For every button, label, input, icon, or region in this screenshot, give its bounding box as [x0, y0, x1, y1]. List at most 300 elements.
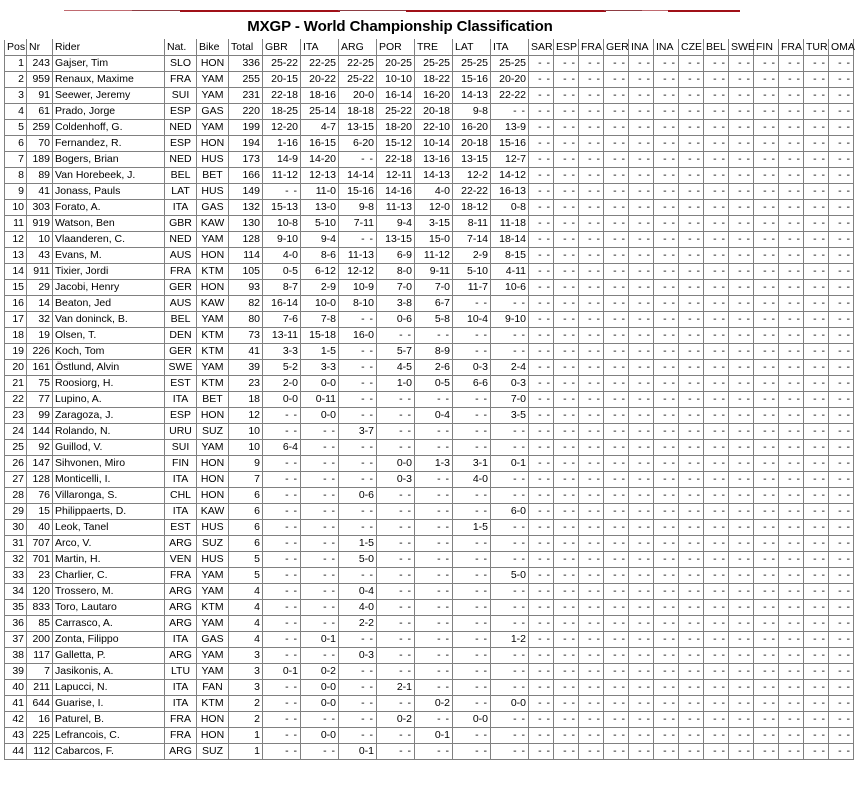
row-round-score [301, 584, 339, 600]
empty-score-dash: - - [788, 537, 801, 550]
row-bike: KTM [197, 344, 229, 360]
empty-score-dash: - - [738, 265, 751, 278]
row-round-score [579, 200, 604, 216]
row-round-score [579, 648, 604, 664]
row-round-score: 9-8 [339, 200, 377, 216]
empty-score-dash: - - [563, 441, 576, 454]
row-round-score [453, 440, 491, 456]
empty-score-dash: - - [513, 665, 526, 678]
row-round-score [729, 552, 754, 568]
row-round-score [779, 552, 804, 568]
row-round-score [529, 552, 554, 568]
row-round-score [529, 376, 554, 392]
empty-score-dash: - - [713, 585, 726, 598]
row-round-score [629, 184, 654, 200]
empty-score-dash: - - [688, 713, 701, 726]
row-round-score [804, 248, 829, 264]
empty-score-dash: - - [688, 233, 701, 246]
row-round-score [754, 456, 779, 472]
row-bike: SUZ [197, 424, 229, 440]
row-round-score [704, 88, 729, 104]
row-round-score: 13-15 [377, 232, 415, 248]
row-round-score [779, 728, 804, 744]
row-round-score [754, 56, 779, 72]
row-round-score [729, 152, 754, 168]
empty-score-dash: - - [813, 697, 826, 710]
empty-score-dash: - - [475, 441, 488, 454]
empty-score-dash: - - [538, 265, 551, 278]
row-round-score [804, 600, 829, 616]
row-rider-name: Jasikonis, A. [53, 664, 165, 680]
empty-score-dash: - - [663, 489, 676, 502]
row-round-score: 11-12 [263, 168, 301, 184]
row-round-score [654, 56, 679, 72]
row-round-score: 16-14 [263, 296, 301, 312]
empty-score-dash: - - [688, 57, 701, 70]
empty-score-dash: - - [399, 745, 412, 758]
row-round-score [729, 568, 754, 584]
empty-score-dash: - - [838, 201, 851, 214]
row-position: 30 [5, 520, 27, 536]
row-round-score [629, 168, 654, 184]
empty-score-dash: - - [361, 681, 374, 694]
row-round-score [829, 456, 854, 472]
row-round-score [629, 72, 654, 88]
row-round-score [554, 216, 579, 232]
empty-score-dash: - - [513, 585, 526, 598]
row-bike: GAS [197, 200, 229, 216]
empty-score-dash: - - [361, 473, 374, 486]
empty-score-dash: - - [763, 537, 776, 550]
row-round-score [804, 568, 829, 584]
row-round-score [529, 680, 554, 696]
row-round-score [779, 88, 804, 104]
row-round-score [554, 584, 579, 600]
empty-score-dash: - - [663, 441, 676, 454]
empty-score-dash: - - [788, 441, 801, 454]
row-bike: KAW [197, 216, 229, 232]
row-number: 76 [27, 488, 53, 504]
row-round-score [629, 632, 654, 648]
row-round-score [491, 600, 529, 616]
row-round-score [679, 104, 704, 120]
row-round-score [339, 664, 377, 680]
row-nationality: ITA [165, 200, 197, 216]
empty-score-dash: - - [688, 121, 701, 134]
row-round-score [263, 632, 301, 648]
row-position: 22 [5, 392, 27, 408]
row-round-score [554, 440, 579, 456]
empty-score-dash: - - [763, 137, 776, 150]
empty-score-dash: - - [788, 185, 801, 198]
empty-score-dash: - - [399, 665, 412, 678]
empty-score-dash: - - [613, 537, 626, 550]
row-round-score [339, 376, 377, 392]
empty-score-dash: - - [763, 249, 776, 262]
row-round-score: 6-7 [415, 296, 453, 312]
empty-score-dash: - - [613, 329, 626, 342]
row-round-score: 22-10 [415, 120, 453, 136]
empty-score-dash: - - [663, 169, 676, 182]
column-header-round-12: INA [629, 40, 654, 56]
empty-score-dash: - - [563, 377, 576, 390]
row-round-score [554, 328, 579, 344]
row-number: 303 [27, 200, 53, 216]
empty-score-dash: - - [788, 73, 801, 86]
empty-score-dash: - - [788, 233, 801, 246]
row-round-score [554, 600, 579, 616]
empty-score-dash: - - [613, 377, 626, 390]
row-round-score [629, 88, 654, 104]
row-round-score [453, 344, 491, 360]
row-round-score [263, 584, 301, 600]
empty-score-dash: - - [613, 137, 626, 150]
empty-score-dash: - - [788, 713, 801, 726]
row-round-score: 0-0 [301, 408, 339, 424]
row-round-score: 20-15 [263, 72, 301, 88]
empty-score-dash: - - [613, 185, 626, 198]
row-round-score: 18-12 [453, 200, 491, 216]
row-round-score: 14-16 [377, 184, 415, 200]
row-round-score: 12-11 [377, 168, 415, 184]
row-round-score [704, 168, 729, 184]
empty-score-dash: - - [788, 169, 801, 182]
empty-score-dash: - - [713, 473, 726, 486]
row-round-score [579, 104, 604, 120]
row-round-score [704, 184, 729, 200]
empty-score-dash: - - [323, 649, 336, 662]
empty-score-dash: - - [813, 345, 826, 358]
row-position: 13 [5, 248, 27, 264]
empty-score-dash: - - [563, 457, 576, 470]
row-round-score: 8-0 [377, 264, 415, 280]
row-round-score [754, 136, 779, 152]
row-round-score [829, 744, 854, 760]
row-round-score [415, 568, 453, 584]
empty-score-dash: - - [323, 473, 336, 486]
row-round-score [263, 520, 301, 536]
row-round-score [604, 696, 629, 712]
empty-score-dash: - - [513, 601, 526, 614]
empty-score-dash: - - [838, 73, 851, 86]
row-round-score [779, 440, 804, 456]
row-rider-name: Jonass, Pauls [53, 184, 165, 200]
row-round-score [629, 216, 654, 232]
empty-score-dash: - - [763, 505, 776, 518]
row-round-score [377, 424, 415, 440]
row-round-score [679, 120, 704, 136]
row-round-score [377, 584, 415, 600]
empty-score-dash: - - [713, 601, 726, 614]
row-position: 7 [5, 152, 27, 168]
row-round-score: 2-9 [453, 248, 491, 264]
row-round-score [804, 584, 829, 600]
row-round-score [579, 664, 604, 680]
row-round-score: 6-4 [263, 440, 301, 456]
empty-score-dash: - - [713, 313, 726, 326]
empty-score-dash: - - [588, 281, 601, 294]
empty-score-dash: - - [688, 201, 701, 214]
empty-score-dash: - - [538, 745, 551, 758]
row-round-score: 3-3 [263, 344, 301, 360]
empty-score-dash: - - [513, 489, 526, 502]
row-round-score [704, 280, 729, 296]
row-round-score [554, 312, 579, 328]
empty-score-dash: - - [563, 617, 576, 630]
row-round-score [704, 296, 729, 312]
empty-score-dash: - - [713, 57, 726, 70]
empty-score-dash: - - [538, 425, 551, 438]
row-round-score [415, 664, 453, 680]
empty-score-dash: - - [738, 697, 751, 710]
empty-score-dash: - - [688, 585, 701, 598]
row-round-score: 13-15 [453, 152, 491, 168]
empty-score-dash: - - [838, 153, 851, 166]
empty-score-dash: - - [361, 665, 374, 678]
row-round-score: 7-0 [377, 280, 415, 296]
empty-score-dash: - - [838, 617, 851, 630]
empty-score-dash: - - [688, 633, 701, 646]
empty-score-dash: - - [813, 489, 826, 502]
empty-score-dash: - - [713, 377, 726, 390]
row-round-score [629, 520, 654, 536]
table-body [5, 56, 854, 760]
table-row [5, 536, 854, 552]
row-round-score [301, 744, 339, 760]
empty-score-dash: - - [563, 217, 576, 230]
row-round-score [679, 360, 704, 376]
row-round-score: 5-2 [263, 360, 301, 376]
row-round-score: 8-10 [339, 296, 377, 312]
empty-score-dash: - - [475, 297, 488, 310]
row-round-score [629, 600, 654, 616]
empty-score-dash: - - [285, 729, 298, 742]
empty-score-dash: - - [588, 121, 601, 134]
empty-score-dash: - - [813, 57, 826, 70]
row-rider-name: Gajser, Tim [53, 56, 165, 72]
empty-score-dash: - - [688, 249, 701, 262]
row-round-score [704, 712, 729, 728]
row-nationality: SWE [165, 360, 197, 376]
empty-score-dash: - - [838, 521, 851, 534]
row-rider-name: Arco, V. [53, 536, 165, 552]
row-round-score [729, 584, 754, 600]
row-number: 91 [27, 88, 53, 104]
row-round-score [829, 328, 854, 344]
row-round-score [829, 168, 854, 184]
row-round-score [729, 88, 754, 104]
empty-score-dash: - - [538, 553, 551, 566]
empty-score-dash: - - [437, 665, 450, 678]
column-header-round-7: ITA [491, 40, 529, 56]
row-round-score [704, 56, 729, 72]
row-round-score: 10-0 [301, 296, 339, 312]
empty-score-dash: - - [475, 409, 488, 422]
row-total-points: 6 [229, 488, 263, 504]
empty-score-dash: - - [588, 329, 601, 342]
empty-score-dash: - - [788, 89, 801, 102]
row-round-score [704, 376, 729, 392]
row-round-score [804, 328, 829, 344]
row-position: 20 [5, 360, 27, 376]
empty-score-dash: - - [538, 313, 551, 326]
row-round-score [415, 680, 453, 696]
empty-score-dash: - - [563, 473, 576, 486]
row-round-score: 22-22 [491, 88, 529, 104]
row-round-score [804, 312, 829, 328]
row-round-score [579, 584, 604, 600]
empty-score-dash: - - [399, 489, 412, 502]
row-round-score: 7-11 [339, 216, 377, 232]
empty-score-dash: - - [563, 585, 576, 598]
empty-score-dash: - - [738, 313, 751, 326]
row-round-score [529, 728, 554, 744]
row-round-score [704, 248, 729, 264]
empty-score-dash: - - [588, 73, 601, 86]
row-round-score [629, 376, 654, 392]
row-round-score [654, 392, 679, 408]
column-header-nat: Nat. [165, 40, 197, 56]
row-round-score [804, 120, 829, 136]
empty-score-dash: - - [538, 217, 551, 230]
empty-score-dash: - - [538, 57, 551, 70]
empty-score-dash: - - [788, 729, 801, 742]
row-round-score [529, 296, 554, 312]
row-round-score [679, 88, 704, 104]
empty-score-dash: - - [738, 521, 751, 534]
column-header-round-19: TUR [804, 40, 829, 56]
row-total-points: 10 [229, 440, 263, 456]
row-round-score [779, 136, 804, 152]
row-round-score [729, 472, 754, 488]
row-round-score [263, 488, 301, 504]
row-round-score [554, 712, 579, 728]
empty-score-dash: - - [738, 361, 751, 374]
row-round-score [453, 424, 491, 440]
row-round-score [554, 184, 579, 200]
empty-score-dash: - - [813, 617, 826, 630]
empty-score-dash: - - [838, 169, 851, 182]
row-bike: YAM [197, 312, 229, 328]
empty-score-dash: - - [361, 457, 374, 470]
row-round-score: 18-16 [301, 88, 339, 104]
row-round-score [554, 568, 579, 584]
empty-score-dash: - - [285, 601, 298, 614]
row-bike: HON [197, 472, 229, 488]
row-round-score [554, 88, 579, 104]
row-round-score [679, 376, 704, 392]
row-round-score: 16-13 [491, 184, 529, 200]
empty-score-dash: - - [475, 489, 488, 502]
row-round-score [604, 104, 629, 120]
empty-score-dash: - - [738, 57, 751, 70]
row-rider-name: Östlund, Alvin [53, 360, 165, 376]
empty-score-dash: - - [813, 569, 826, 582]
row-nationality: FRA [165, 72, 197, 88]
row-total-points: 114 [229, 248, 263, 264]
row-round-score [829, 120, 854, 136]
empty-score-dash: - - [538, 169, 551, 182]
row-round-score [604, 136, 629, 152]
row-round-score [729, 696, 754, 712]
row-round-score [554, 632, 579, 648]
empty-score-dash: - - [738, 249, 751, 262]
row-round-score [729, 264, 754, 280]
table-row [5, 600, 854, 616]
row-round-score [704, 744, 729, 760]
row-rider-name: Fernandez, R. [53, 136, 165, 152]
row-round-score [629, 360, 654, 376]
row-bike: BET [197, 392, 229, 408]
empty-score-dash: - - [813, 89, 826, 102]
empty-score-dash: - - [513, 473, 526, 486]
empty-score-dash: - - [838, 121, 851, 134]
row-position: 17 [5, 312, 27, 328]
row-round-score: 14-13 [453, 88, 491, 104]
empty-score-dash: - - [563, 329, 576, 342]
empty-score-dash: - - [813, 505, 826, 518]
row-round-score [415, 712, 453, 728]
row-round-score [604, 88, 629, 104]
empty-score-dash: - - [688, 649, 701, 662]
row-round-score: 10-9 [339, 280, 377, 296]
row-round-score [804, 744, 829, 760]
row-round-score [654, 136, 679, 152]
empty-score-dash: - - [513, 713, 526, 726]
row-round-score [654, 536, 679, 552]
row-round-score [579, 744, 604, 760]
row-round-score [754, 568, 779, 584]
row-round-score: 0-4 [415, 408, 453, 424]
row-round-score [301, 472, 339, 488]
empty-score-dash: - - [613, 121, 626, 134]
empty-score-dash: - - [475, 505, 488, 518]
row-round-score [804, 648, 829, 664]
row-round-score [654, 632, 679, 648]
empty-score-dash: - - [613, 393, 626, 406]
row-round-score [529, 472, 554, 488]
row-round-score [679, 424, 704, 440]
row-round-score [554, 472, 579, 488]
row-round-score [654, 648, 679, 664]
empty-score-dash: - - [738, 537, 751, 550]
row-round-score [529, 632, 554, 648]
empty-score-dash: - - [361, 441, 374, 454]
empty-score-dash: - - [563, 185, 576, 198]
empty-score-dash: - - [813, 297, 826, 310]
row-round-score [704, 680, 729, 696]
empty-score-dash: - - [688, 281, 701, 294]
row-total-points: 39 [229, 360, 263, 376]
row-total-points: 128 [229, 232, 263, 248]
row-round-score [554, 120, 579, 136]
empty-score-dash: - - [638, 393, 651, 406]
empty-score-dash: - - [663, 377, 676, 390]
row-round-score [629, 408, 654, 424]
empty-score-dash: - - [588, 425, 601, 438]
row-rider-name: Prado, Jorge [53, 104, 165, 120]
empty-score-dash: - - [663, 745, 676, 758]
row-round-score [554, 72, 579, 88]
empty-score-dash: - - [638, 281, 651, 294]
row-round-score [729, 248, 754, 264]
empty-score-dash: - - [813, 681, 826, 694]
row-round-score: 3-3 [301, 360, 339, 376]
row-round-score [679, 536, 704, 552]
row-round-score: 15-18 [301, 328, 339, 344]
row-round-score [804, 664, 829, 680]
row-round-score: 12-12 [339, 264, 377, 280]
